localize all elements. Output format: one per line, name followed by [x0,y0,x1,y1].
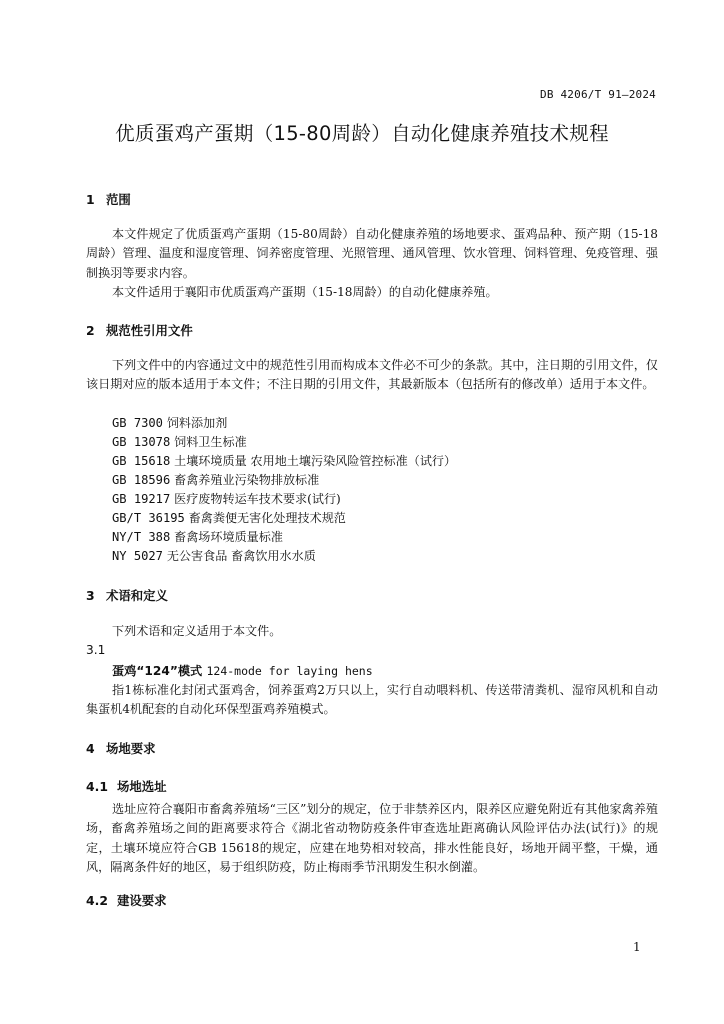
reference-item: GB 13078 饲料卫生标准 [112,435,247,449]
reference-item: GB 7300 饲料添加剂 [112,416,228,430]
section-number: 1 [86,192,95,207]
standard-code: DB 4206/T 91—2024 [540,88,656,101]
reference-item: NY 5027 无公害食品 畜禽饮用水水质 [112,549,316,563]
reference-item: GB 18596 畜禽养殖业污染物排放标准 [112,473,320,487]
subsection-4-2-heading [86,891,167,909]
subsection-title: 建设要求 [117,893,167,908]
subsection-4-1-heading [86,777,167,795]
term-definition: 指1栋标准化封闭式蛋鸡舍，饲养蛋鸡2万只以上，实行自动喂料机、传送带清粪机、湿帘风机和自动集蛋机4机配套的自动化环保型蛋鸡养殖模式。 [86,683,658,717]
section-title: 术语和定义 [106,588,168,603]
section-number: 2 [86,323,95,338]
section-title: 场地要求 [106,741,156,756]
paragraph: 本文件适用于襄阳市优质蛋鸡产蛋期（15-18周龄）的自动化健康养殖。 [112,285,498,299]
reference-item: NY/T 388 畜禽场环境质量标准 [112,530,283,544]
subsection-title: 场地选址 [117,779,167,794]
section-4-heading [86,739,156,757]
section-3-heading [86,586,168,604]
document-title: 优质蛋鸡产蛋期（15-80周龄）自动化健康养殖技术规程 [115,122,609,145]
section-number: 3 [86,588,95,603]
paragraph: 下列术语和定义适用于本文件。 [112,624,282,638]
section-2-heading [86,321,193,339]
section-number: 4 [86,741,95,756]
subsection-number: 4.1 [86,779,108,794]
reference-item: GB/T 36195 畜禽粪便无害化处理技术规范 [112,511,346,525]
page-number: 1 [633,940,641,954]
reference-item: GB 15618 土壤环境质量 农用地土壤污染风险管控标准（试行） [112,454,457,468]
subsection-number: 4.2 [86,893,108,908]
term-chinese: 蛋鸡“124”模式 [112,664,203,678]
term-english: 124-mode for laying hens [206,664,373,678]
section-title: 规范性引用文件 [106,323,193,338]
reference-item: GB 19217 医疗废物转运车技术要求(试行) [112,492,341,506]
section-1-heading [86,190,131,208]
section-title: 范围 [106,192,131,207]
paragraph: 本文件规定了优质蛋鸡产蛋期（15-80周龄）自动化健康养殖的场地要求、蛋鸡品种、预产期（15-18周龄）管理、温度和湿度管理、饲养密度管理、光照管理、通风管理、饮水管理、饲料管理、免疫管理、强制换羽等要求内容。 [86,227,658,280]
term-heading [112,662,373,679]
paragraph: 选址应符合襄阳市畜禽养殖场“三区”划分的规定，位于非禁养区内，限养区应避免附近有其他家禽养殖场，畜禽养殖场之间的距离要求符合《湖北省动物防疫条件审查选址距离确认风险评估办法(试行)》的规定，土壤环境应符合GB 15618的规定，应建在地势相对较高，排水性能良好，场地开阔平整，干燥，通风，隔离条件好的地区，易于组织防疫，防止梅雨季节汛期发生积水倒灌。 [86,802,658,875]
paragraph: 下列文件中的内容通过文中的规范性引用而构成本文件必不可少的条款。其中，注日期的引用文件，仅该日期对应的版本适用于本文件；不注日期的引用文件，其最新版本（包括所有的修改单）适用于本文件。 [86,358,658,392]
term-number: 3.1 [86,643,106,657]
